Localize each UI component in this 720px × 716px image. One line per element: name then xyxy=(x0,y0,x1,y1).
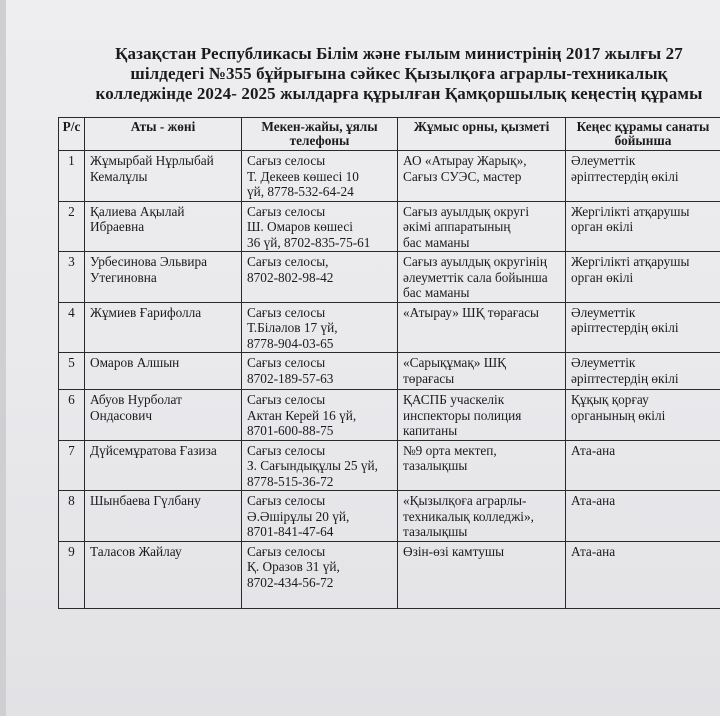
member-workplace-cell xyxy=(398,353,566,390)
title-line: Қазақстан Республикасы Білім және ғылым министрінің 2017 жылғы 27 xyxy=(115,44,683,63)
member-address-line: Т. Декеев көшесі 10 xyxy=(247,168,359,184)
member-category-line: Әлеуметтік xyxy=(571,355,636,370)
member-address-cell xyxy=(242,201,398,252)
member-workplace-line: тазалықшы xyxy=(403,524,468,539)
member-workplace-line: АО «Атырау Жарық», xyxy=(403,153,527,168)
member-name-line: Таласов Жайлау xyxy=(90,543,182,559)
member-category-line: Ата-ана xyxy=(571,442,616,458)
member-name-cell xyxy=(85,252,242,303)
member-name-line: Қалиева Ақылай xyxy=(90,203,185,219)
member-workplace-line: инспекторы полиция xyxy=(403,407,522,423)
member-address-line: 8702-802-98-42 xyxy=(247,269,334,285)
member-name-line: Дүйсемұратова Ғазиза xyxy=(90,442,217,458)
member-address-line: 8778-515-36-72 xyxy=(247,473,334,489)
member-name-cell xyxy=(85,440,242,491)
member-name-line: Шынбаева Гүлбану xyxy=(90,493,201,508)
member-category-line: Әлеуметтік xyxy=(571,304,636,320)
document-title xyxy=(84,44,714,104)
row-number-cell: 1 xyxy=(59,151,85,202)
member-category-line: органының өкілі xyxy=(571,407,666,423)
title-line: колледжінде 2024- 2025 жылдарға құрылған Қамқоршылық кеңестің құрамы xyxy=(95,84,703,103)
member-address-line: Т.Біләлов 17 үй, xyxy=(247,320,338,335)
member-name-line: Абуов Нурболат xyxy=(90,392,182,407)
table-row xyxy=(59,201,720,252)
member-category-line: Ата-ана xyxy=(571,543,616,559)
member-name-cell xyxy=(85,353,242,390)
table-header-row xyxy=(59,118,720,151)
member-name-line: Ибраевна xyxy=(90,219,145,234)
table-row xyxy=(59,252,720,303)
member-category-line: Жергілікті атқарушы xyxy=(571,203,690,219)
council-members-table xyxy=(58,117,720,609)
title-line: шілдедегі №355 бұйрығына сәйкес Қызылқоға аграрлы-техникалық xyxy=(130,64,668,83)
member-address-line: Сағыз селосы xyxy=(247,304,326,320)
col-header-name: Аты - жөні xyxy=(85,118,242,151)
member-workplace-cell xyxy=(398,390,566,441)
member-address-cell xyxy=(242,541,398,608)
member-workplace-line: Өзін-өзі камтушы xyxy=(403,543,505,559)
member-workplace-cell xyxy=(398,252,566,303)
member-address-line: Сағыз селосы xyxy=(247,543,326,559)
member-workplace-cell xyxy=(398,541,566,608)
table-row xyxy=(59,151,720,202)
member-name-cell xyxy=(85,491,242,542)
member-category-line: Ата-ана xyxy=(571,493,616,508)
row-number-cell: 9 xyxy=(59,541,85,608)
member-address-line: Сағыз селосы xyxy=(247,153,326,168)
row-number-cell: 3 xyxy=(59,252,85,303)
member-workplace-line: капитаны xyxy=(403,423,458,438)
member-address-cell xyxy=(242,302,398,353)
member-name-line: Жұмырбай Нұрлыбай xyxy=(90,153,214,168)
member-address-line: Ә.Әшірұлы 20 үй, xyxy=(247,508,350,524)
col-header-address: Мекен-жайы, ұялы телефоны xyxy=(242,118,398,151)
member-category-cell xyxy=(566,440,720,491)
table-row xyxy=(59,541,720,608)
member-category-line: Құқық қорғау xyxy=(571,392,649,407)
member-name-line: Жұмиев Ғарифолла xyxy=(90,304,202,320)
member-address-cell xyxy=(242,440,398,491)
member-name-line: Урбесинова Эльвира xyxy=(90,254,208,269)
member-workplace-line: «Сарықұмақ» ШҚ xyxy=(403,355,507,370)
member-address-line: Сағыз селосы xyxy=(247,203,326,219)
member-workplace-line: Сағыз ауылдық округінің xyxy=(403,254,547,269)
row-number-cell: 7 xyxy=(59,440,85,491)
member-address-cell xyxy=(242,151,398,202)
table-row xyxy=(59,302,720,353)
member-category-cell xyxy=(566,252,720,303)
member-workplace-line: ҚАСПБ учаскелік xyxy=(403,392,505,407)
member-address-cell xyxy=(242,252,398,303)
member-workplace-cell xyxy=(398,151,566,202)
table-row xyxy=(59,440,720,491)
member-category-cell xyxy=(566,353,720,390)
member-address-line: Сағыз селосы, xyxy=(247,254,329,269)
member-address-line: Сағыз селосы xyxy=(247,392,326,407)
member-workplace-line: әлеуметтік сала бойынша xyxy=(403,269,548,285)
table-row xyxy=(59,353,720,390)
member-address-line: Сағыз селосы xyxy=(247,442,326,458)
member-category-line: әріптестердің өкілі xyxy=(571,320,679,335)
member-workplace-line: техникалық колледжі», xyxy=(403,508,534,524)
member-name-line: Утегиновна xyxy=(90,269,157,285)
member-workplace-cell xyxy=(398,302,566,353)
col-header-category: Кеңес құрамы санаты бойынша xyxy=(566,118,720,151)
member-address-line: 8701-600-88-75 xyxy=(247,423,334,438)
member-category-line: орган өкілі xyxy=(571,219,634,234)
row-number-cell: 8 xyxy=(59,491,85,542)
member-name-cell xyxy=(85,390,242,441)
member-name-cell xyxy=(85,302,242,353)
member-workplace-line: «Қызылқоға аграрлы- xyxy=(403,493,527,508)
member-address-line: 8778-904-03-65 xyxy=(247,335,334,351)
member-address-line: 36 үй, 8702-835-75-61 xyxy=(247,234,371,250)
table-row xyxy=(59,491,720,542)
row-number-cell: 5 xyxy=(59,353,85,390)
member-address-line: З. Сағындықұлы 25 үй, xyxy=(247,458,378,473)
member-workplace-line: төрағасы xyxy=(403,370,455,386)
row-number-cell: 6 xyxy=(59,390,85,441)
member-category-line: орган өкілі xyxy=(571,269,634,285)
member-address-line: 8702-189-57-63 xyxy=(247,370,334,386)
member-workplace-cell xyxy=(398,440,566,491)
member-category-cell xyxy=(566,302,720,353)
member-category-cell xyxy=(566,390,720,441)
member-address-line: Қ. Оразов 31 үй, xyxy=(247,559,340,574)
member-address-line: 8701-841-47-64 xyxy=(247,524,334,539)
member-workplace-cell xyxy=(398,201,566,252)
member-name-cell xyxy=(85,151,242,202)
member-address-cell xyxy=(242,390,398,441)
member-workplace-line: №9 орта мектеп, xyxy=(403,442,497,458)
row-number-cell: 4 xyxy=(59,302,85,353)
member-workplace-line: әкімі аппаратының xyxy=(403,219,511,234)
col-header-number: Р/с xyxy=(59,118,85,151)
member-address-line: Сағыз селосы xyxy=(247,493,326,508)
table-row xyxy=(59,390,720,441)
member-category-cell xyxy=(566,541,720,608)
member-category-line: Әлеуметтік xyxy=(571,153,636,168)
member-workplace-line: Сағыз СУЭС, мастер xyxy=(403,168,522,184)
member-category-line: әріптестердің өкілі xyxy=(571,168,679,184)
member-name-cell xyxy=(85,541,242,608)
member-address-line: Актан Керей 16 үй, xyxy=(247,407,357,423)
member-address-line: Сағыз селосы xyxy=(247,355,326,370)
member-address-line: үй, 8778-532-64-24 xyxy=(247,184,354,199)
member-category-line: Жергілікті атқарушы xyxy=(571,254,690,269)
col-header-work: Жұмыс орны, қызметі xyxy=(398,118,566,151)
row-number-cell: 2 xyxy=(59,201,85,252)
member-workplace-line: Сағыз ауылдық округі xyxy=(403,203,530,219)
member-name-line: Кемалұлы xyxy=(90,168,148,184)
member-category-cell xyxy=(566,201,720,252)
member-name-line: Омаров Алшын xyxy=(90,355,180,370)
member-name-cell xyxy=(85,201,242,252)
member-address-line: Ш. Омаров көшесі xyxy=(247,219,353,234)
member-workplace-line: «Атырау» ШҚ төрағасы xyxy=(403,304,539,320)
member-address-cell xyxy=(242,353,398,390)
member-workplace-line: бас маманы xyxy=(403,234,470,250)
member-address-line: 8702-434-56-72 xyxy=(247,574,334,590)
member-workplace-line: тазалықшы xyxy=(403,458,468,473)
member-category-cell xyxy=(566,491,720,542)
member-workplace-cell xyxy=(398,491,566,542)
member-category-line: әріптестердің өкілі xyxy=(571,370,679,386)
member-workplace-line: бас маманы xyxy=(403,285,470,300)
member-address-cell xyxy=(242,491,398,542)
member-category-cell xyxy=(566,151,720,202)
member-name-line: Ондасович xyxy=(90,407,153,423)
